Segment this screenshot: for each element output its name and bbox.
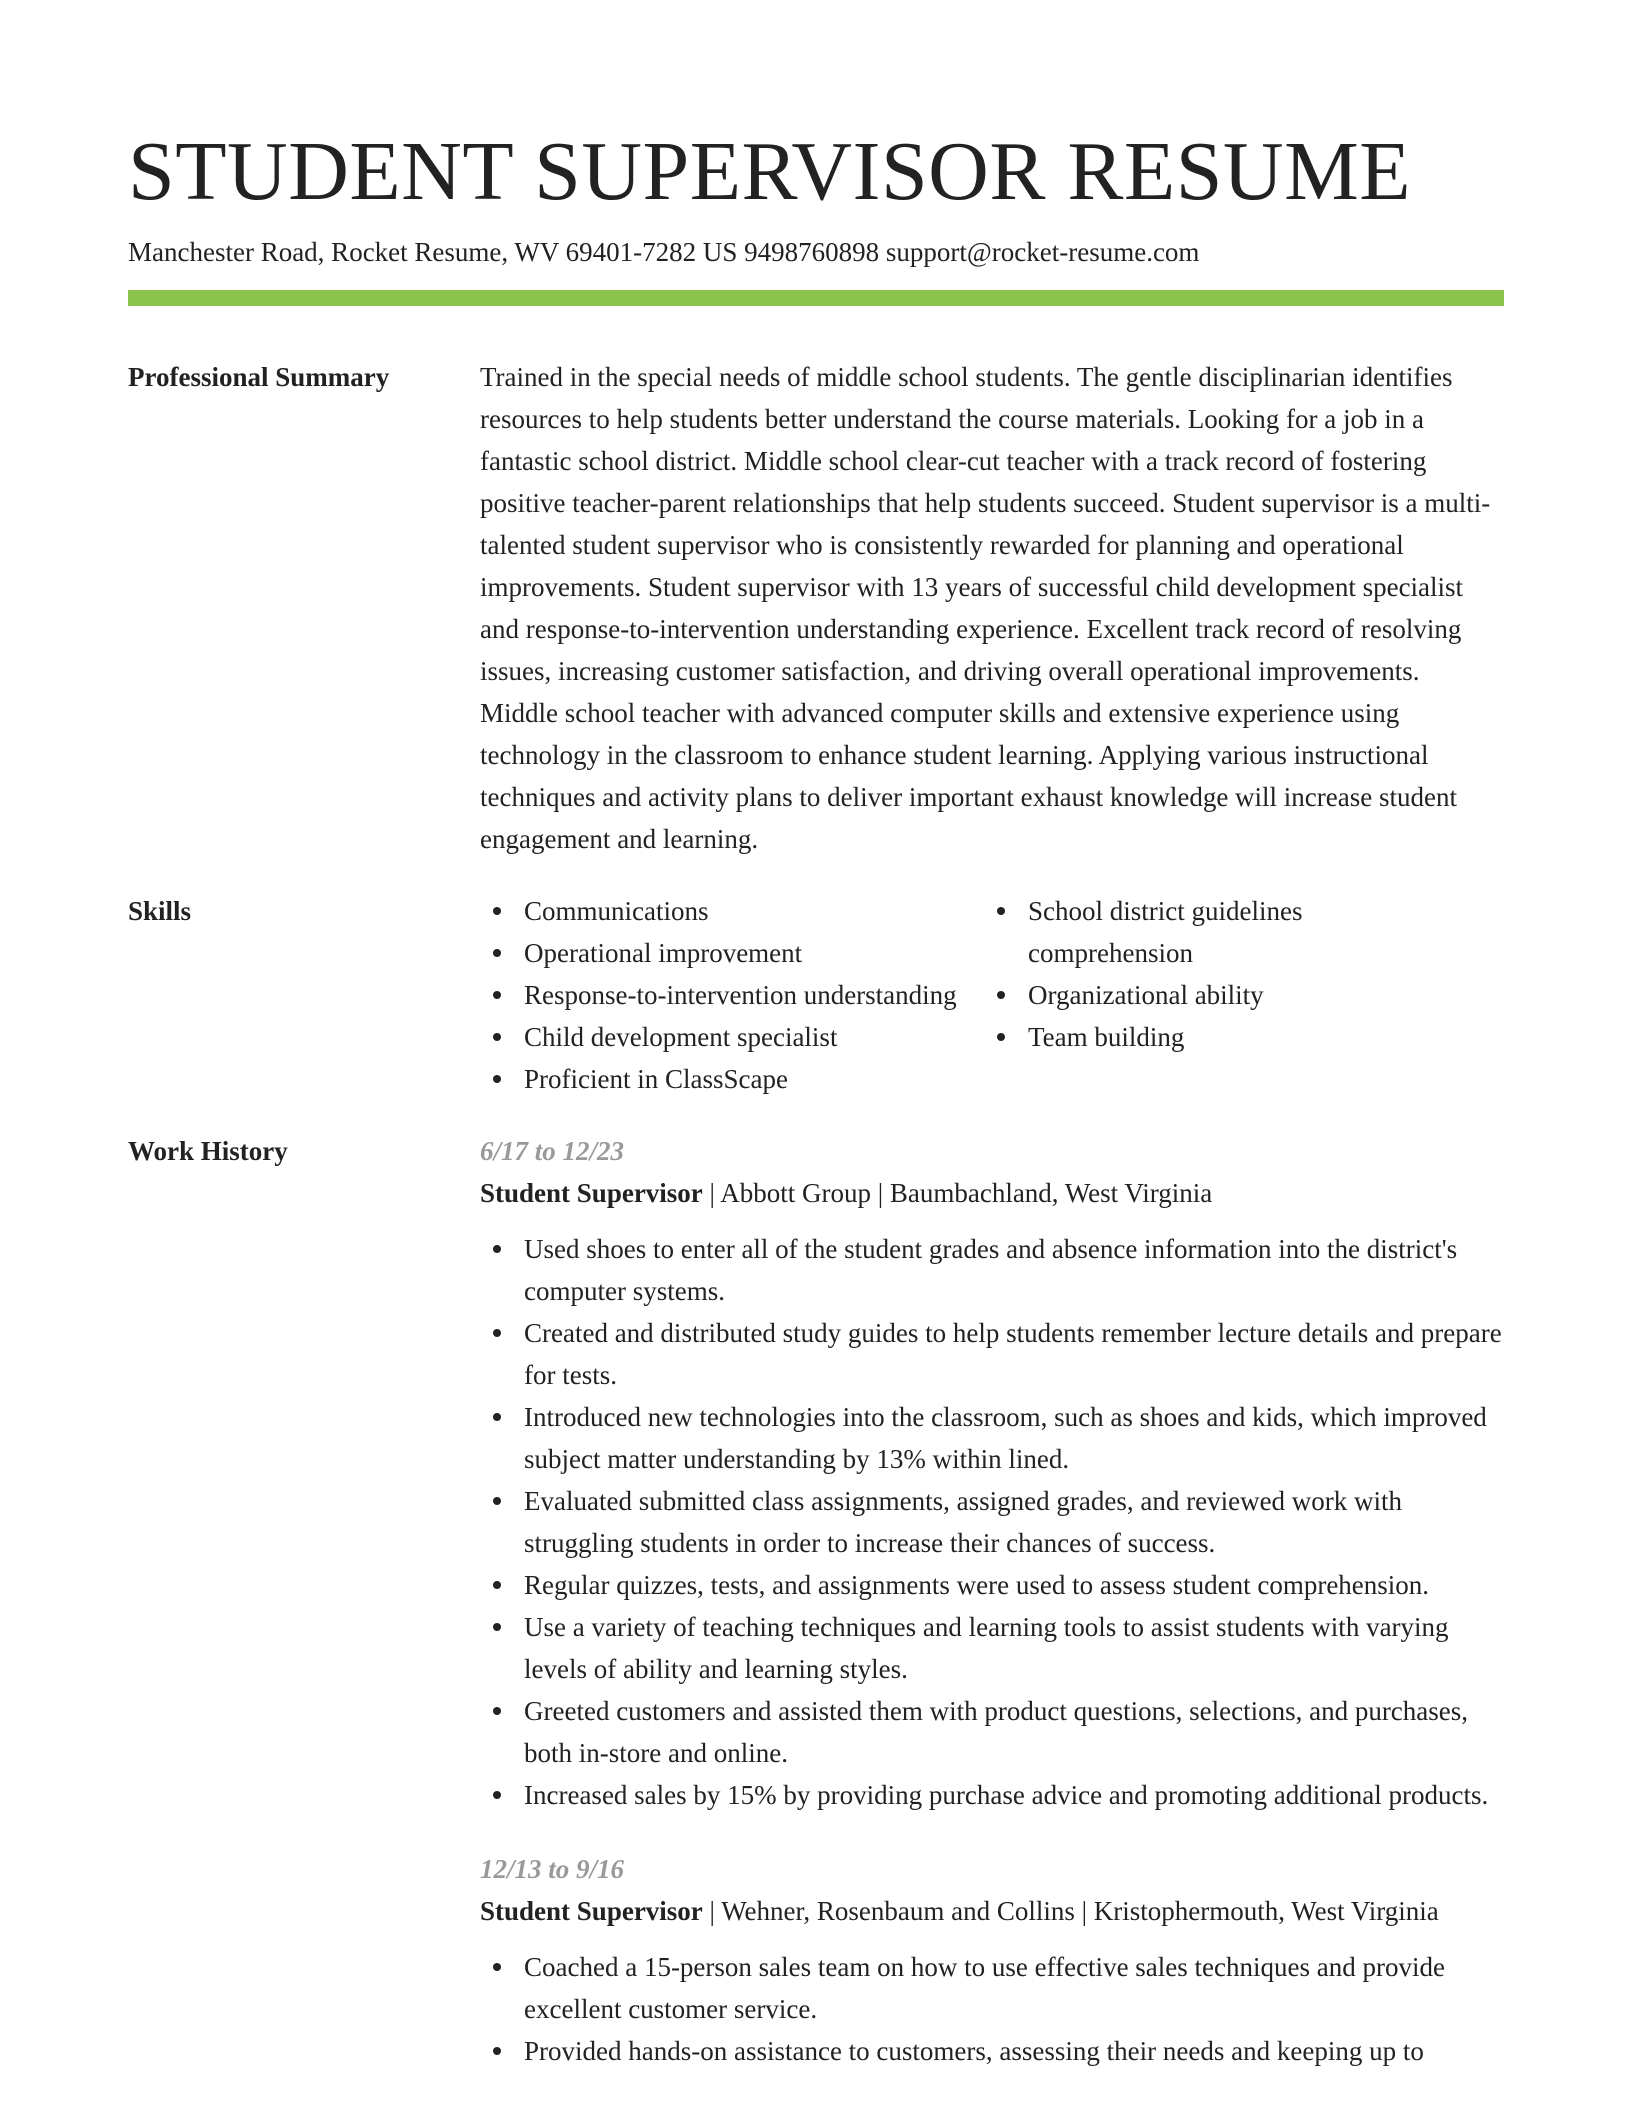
job-duty-item: Increased sales by 15% by providing purchase advice and promoting additional products. [480,1774,1504,1816]
skill-item: Communications [480,890,984,932]
job-duty-item: Introduced new technologies into the classroom, such as shoes and kids, which improved subject matter understanding by 13% within lined. [480,1396,1504,1480]
job-dates: 6/17 to 12/23 [480,1136,625,1166]
skills-list [480,890,1504,1100]
job-duties [480,1228,1504,1816]
job-employer-location: | Wehner, Rosenbaum and Collins | Kristophermouth, West Virginia [702,1896,1439,1926]
skill-item: Team building [984,1016,1344,1058]
work-history-list [480,1130,1504,2072]
job-title: Student Supervisor [480,1896,703,1926]
job-duty-item: Provided hands-on assistance to customers, assessing their needs and keeping up to [480,2030,1504,2072]
job-entry [480,1130,1504,1816]
job-duty-item: Used shoes to enter all of the student grades and absence information into the district's computer systems. [480,1228,1504,1312]
skill-item: Response-to-intervention understanding [480,974,984,1016]
job-title: Student Supervisor [480,1178,703,1208]
skill-item: Child development specialist [480,1016,984,1058]
header-divider [128,290,1504,306]
job-header [480,1172,1504,1214]
job-duty-item: Evaluated submitted class assignments, assigned grades, and reviewed work with struggling students in order to increase their chances of success. [480,1480,1504,1564]
job-entry [480,1848,1504,2072]
resume-page [128,0,1504,2072]
job-dates: 12/13 to 9/16 [480,1854,625,1884]
skills-column-1 [480,890,984,1100]
job-duty-item: Created and distributed study guides to help students remember lecture details and prepare for tests. [480,1312,1504,1396]
skill-item: Proficient in ClassScape [480,1058,984,1100]
skills-section [128,890,1504,1100]
professional-summary-label: Professional Summary [128,362,390,392]
work-history-section [128,1130,1504,2072]
skills-label: Skills [128,896,192,926]
skill-item: Operational improvement [480,932,984,974]
job-header [480,1890,1504,1932]
professional-summary-section [128,356,1504,860]
resume-title: STUDENT SUPERVISOR RESUME [128,125,1412,218]
skills-column-2 [984,890,1344,1100]
job-duty-item: Greeted customers and assisted them with product questions, selections, and purchases, both in-store and online. [480,1690,1504,1774]
professional-summary-text: Trained in the special needs of middle school students. The gentle disciplinarian identifies resources to help students better understand the course materials. Looking for a job in a fantastic school district. Middle school clear-cut teacher with a track record of fostering positive teacher-parent relationships that help students succeed. Student supervisor is a multi-talented student supervisor who is consistently rewarded for planning and operational improvements. Student supervisor with 13 years of successful child development specialist and response-to-intervention understanding experience. Excellent track record of resolving issues, increasing customer satisfaction, and driving overall operational improvements. Middle school teacher with advanced computer skills and extensive experience using technology in the classroom to enhance student learning. Applying various instructional techniques and activity plans to deliver important exhaust knowledge will increase student engagement and learning. [480,362,1491,854]
job-employer-location: | Abbott Group | Baumbachland, West Virginia [702,1178,1213,1208]
job-duty-item: Use a variety of teaching techniques and learning tools to assist students with varying levels of ability and learning styles. [480,1606,1504,1690]
skill-item: Organizational ability [984,974,1344,1016]
skill-item: School district guidelines comprehension [984,890,1344,974]
job-duty-item: Coached a 15-person sales team on how to use effective sales techniques and provide excellent customer service. [480,1946,1504,2030]
job-duties [480,1946,1504,2072]
job-duty-item: Regular quizzes, tests, and assignments were used to assess student comprehension. [480,1564,1504,1606]
contact-info: Manchester Road, Rocket Resume, WV 69401-7282 US 9498760898 support@rocket-resume.com [128,237,1200,267]
work-history-label: Work History [128,1136,288,1166]
